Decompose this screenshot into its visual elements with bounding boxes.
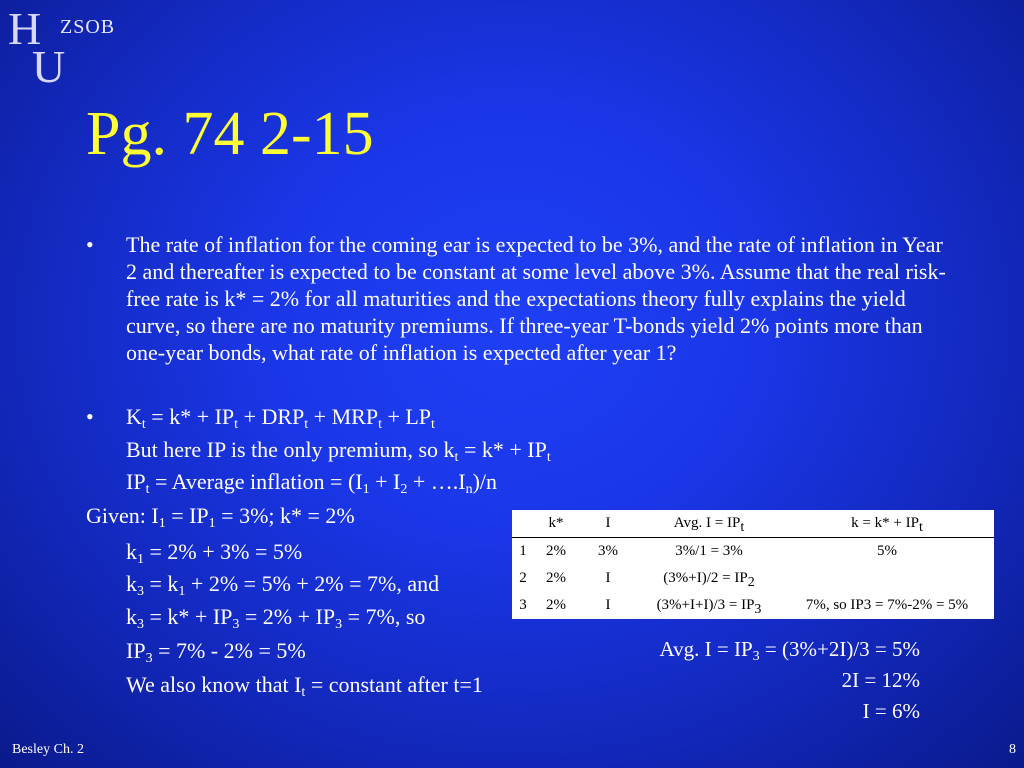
table-cell: 2% <box>546 597 566 613</box>
logo-letter-h: H <box>8 3 42 54</box>
table-cell: 2% <box>546 543 566 559</box>
slide-title: Pg. 74 2-15 <box>86 100 374 168</box>
table-cell: 3 <box>519 597 527 613</box>
logo-letter-u: U <box>32 41 66 92</box>
formula-k3b: $k_3 = k* + IP_3 = 2\% + IP_3 = 7\%$, so <box>126 604 426 632</box>
formula-ip3: $IP_3 = 7\% - 2\% = 5\%$ <box>126 638 306 666</box>
formula-ipt: $IP_t$ = Average inflation = ($I_1 + I_2$ + $\dots.I_n)/n$ <box>126 469 498 497</box>
bullet-marker: • <box>86 404 94 429</box>
problem-paragraph: The rate of inflation for the coming ear is expected to be 3%, and the rate of inflation in Year 2 and thereafter is expected to be constant at some level above 3%. Assume that the real risk-free rate is k* = 2% for all maturities and the expectations theory fully explains the yield curve, so there are no maturity premiums. If three-year T-bonds yield 2% points more than one-year bonds, what rate of inflation is expected after year 1? <box>126 232 946 365</box>
slide-number: 8 <box>1009 742 1016 757</box>
logo-text: ZSOB <box>60 16 116 38</box>
hu-zsob-logo <box>8 3 138 96</box>
formula-kt: $K_t = k* + IP_t + DRP_t + MRP_t + LP_t$ <box>126 404 435 432</box>
formula-k3a: $k_3 = k_1 + 2\% = 5\% + 2\% = 7\%$, and <box>126 571 440 599</box>
table-cell <box>780 565 994 592</box>
table-header-cell: k* <box>534 510 578 538</box>
formula-but: But here IP is the only premium, so $k_t = k* + IP_t$ <box>126 437 551 465</box>
table-header-cell: Avg. $I = IP_t$ <box>638 510 780 538</box>
table-cell: 7%, so IP3 = 7%-2% = 5% <box>805 597 969 613</box>
solution-line-2i: 2I = 12% <box>841 668 920 692</box>
table-cell: 5% <box>877 543 897 559</box>
table-header-cell: $k = k* + IP_t$ <box>780 510 994 538</box>
solution-line-i: I = 6% <box>862 699 920 723</box>
bullet-marker: • <box>86 232 94 257</box>
table-cell: I <box>605 570 611 586</box>
table-cell: $(3\%+I)/2 = IP_2$ <box>663 570 755 590</box>
solution-line-avg: Avg. $I = IP_3 = (3\%+2I)/3 = 5\%$ <box>659 637 920 664</box>
table-row <box>512 538 994 566</box>
table-cell: 1 <box>519 543 527 559</box>
table-cell: 3%/1 = 3% <box>675 543 743 559</box>
table-cell: I <box>605 597 611 613</box>
table-header-cell <box>512 510 534 538</box>
table-header-row <box>512 510 994 538</box>
formula-also: We also know that $I_t$ = constant after t=1 <box>126 672 483 700</box>
table-cell: 3% <box>598 543 618 559</box>
table-cell: 2 <box>519 570 527 586</box>
formula-given: Given: $I_1 = IP_1 = 3\%$; k* = 2% <box>86 503 355 531</box>
table-row <box>512 565 994 592</box>
table-row <box>512 592 994 619</box>
table-cell: $(3\%+I+I)/3 = IP_3$ <box>656 597 762 617</box>
footer-chapter: Besley Ch. 2 <box>12 742 84 757</box>
formula-k1: $k_1 = 2\% + 3\% = 5\%$ <box>126 539 303 567</box>
table-cell: 2% <box>546 570 566 586</box>
table-header-cell: I <box>578 510 638 538</box>
inflation-table <box>512 510 994 619</box>
